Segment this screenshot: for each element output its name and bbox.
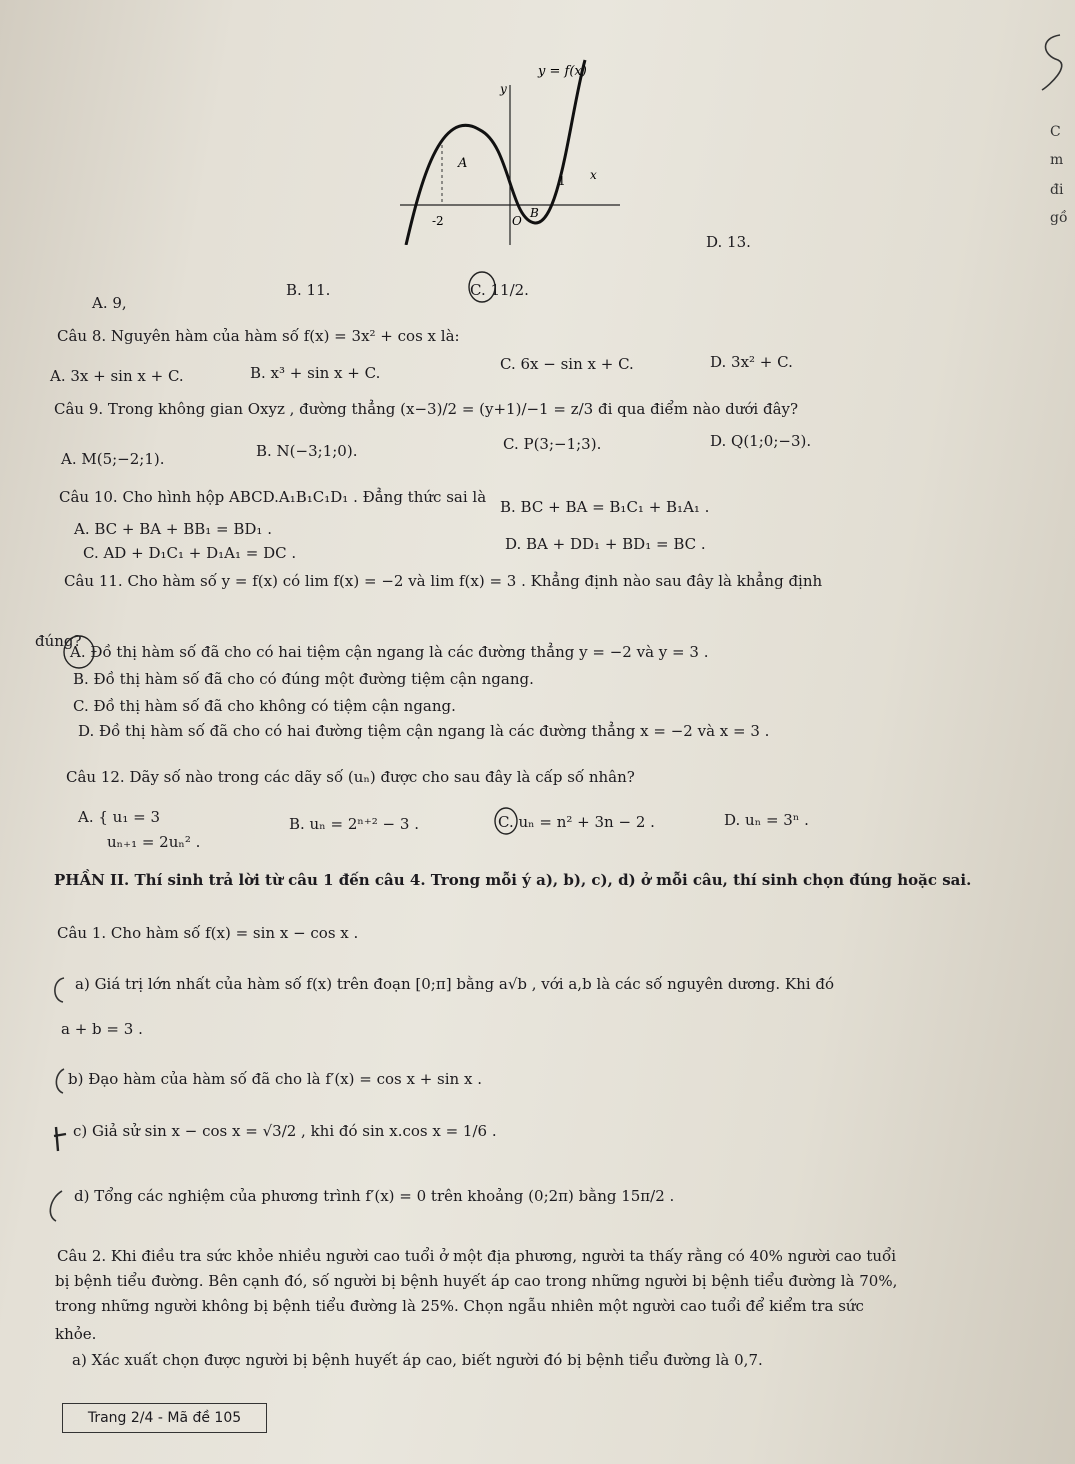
circle-mark-q12c xyxy=(493,806,519,836)
part2-q2-line3: trong những người không bị bệnh tiểu đường là 25%. Chọn ngẫu nhiên một người cao tuổi để kiểm tra sức xyxy=(55,1297,864,1315)
edge-text-3: đi xyxy=(1050,182,1064,198)
q11-stem-cont: đúng? xyxy=(35,632,82,650)
q8-option-a[interactable]: A. 3x + sin x + C. xyxy=(50,367,184,385)
margin-mark-2 xyxy=(48,1066,68,1096)
q11-option-a[interactable]: A. Đồ thị hàm số đã cho có hai tiệm cận ngang là các đường thẳng y = −2 và y = 3 . xyxy=(70,643,709,661)
edge-text-1: C xyxy=(1050,124,1061,140)
q8-option-c[interactable]: C. 6x − sin x + C. xyxy=(500,355,634,373)
part2-q2-line4: khỏe. xyxy=(55,1325,97,1343)
q8-stem: Câu 8. Nguyên hàm của hàm số f(x) = 3x² + cos x là: xyxy=(57,327,460,345)
part2-q2-line1: Câu 2. Khi điều tra sức khỏe nhiều người cao tuổi ở một địa phương, người ta thấy rằng có 40% người cao tuổi xyxy=(57,1247,897,1265)
q9-option-a[interactable]: A. M(5;−2;1). xyxy=(61,450,165,468)
q12-option-b[interactable]: B. uₙ = 2ⁿ⁺² − 3 . xyxy=(289,815,419,833)
part2-heading: PHẦN II. Thí sinh trả lời từ câu 1 đến câu 4. Trong mỗi ý a), b), c), d) ở mỗi câu, thí sinh chọn đúng hoặc sai. xyxy=(54,871,972,889)
q11-option-b[interactable]: B. Đồ thị hàm số đã cho có đúng một đường tiệm cận ngang. xyxy=(73,670,534,688)
function-graph xyxy=(400,45,640,245)
edge-text-4: gồ xyxy=(1050,210,1068,226)
curve-label: y = f(x) xyxy=(538,64,587,79)
q7-option-a[interactable]: A. 9, xyxy=(92,294,127,312)
part2-q1-b[interactable]: b) Đạo hàm của hàm số đã cho là f′(x) = cos x + sin x . xyxy=(68,1070,482,1088)
edge-text-2: m xyxy=(1050,152,1064,168)
page-footer: Trang 2/4 - Mã đề 105 xyxy=(62,1403,267,1433)
part2-q1-a-line1[interactable]: a) Giá trị lớn nhất của hàm số f(x) trên đoạn [0;π] bằng a√b , với a,b là các số nguyên dương. Khi đó xyxy=(75,975,834,993)
part2-q1-d[interactable]: d) Tổng các nghiệm của phương trình f′(x) = 0 trên khoảng (0;2π) bằng 15π/2 . xyxy=(74,1187,675,1205)
q12-option-d[interactable]: D. uₙ = 3ⁿ . xyxy=(724,811,809,829)
point-b-label: B xyxy=(530,206,539,220)
circle-mark-q7c xyxy=(467,270,497,304)
q11-option-d[interactable]: D. Đồ thị hàm số đã cho có hai đường tiệm cận ngang là các đường thẳng x = −2 và x = 3 . xyxy=(78,722,770,740)
q11-stem: Câu 11. Cho hàm số y = f(x) có lim f(x) = −2 và lim f(x) = 3 . Khẳng định nào sau đây là khẳng định xyxy=(64,572,823,590)
q7-option-d[interactable]: D. 13. xyxy=(706,233,751,251)
q9-option-b[interactable]: B. N(−3;1;0). xyxy=(256,442,358,460)
origin-label: O xyxy=(512,214,522,228)
point-a-label: A xyxy=(458,156,468,171)
part2-q1-c[interactable]: c) Giả sử sin x − cos x = √3/2 , khi đó sin x.cos x = 1/6 . xyxy=(73,1122,497,1140)
margin-mark-5 xyxy=(1030,30,1070,110)
margin-mark-4 xyxy=(42,1188,66,1224)
q10-option-d[interactable]: D. BA + DD₁ + BD₁ = BC . xyxy=(505,535,706,553)
q12-option-a-line2: uₙ₊₁ = 2uₙ² . xyxy=(107,833,201,851)
tick-neg2: -2 xyxy=(432,214,444,228)
q8-option-d[interactable]: D. 3x² + C. xyxy=(710,353,793,371)
q9-option-d[interactable]: D. Q(1;0;−3). xyxy=(710,432,812,450)
q9-stem: Câu 9. Trong không gian Oxyz , đường thẳng (x−3)/2 = (y+1)/−1 = z/3 đi qua điểm nào dưới đây? xyxy=(54,400,799,418)
q9-option-c[interactable]: C. P(3;−1;3). xyxy=(503,435,602,453)
q10-stem: Câu 10. Cho hình hộp ABCD.A₁B₁C₁D₁ . Đẳng thức sai là xyxy=(59,488,487,506)
q12-option-a-line1[interactable]: A. { u₁ = 3 xyxy=(78,808,161,826)
q10-option-a[interactable]: A. BC + BA + BB₁ = BD₁ . xyxy=(74,520,272,538)
q10-option-b[interactable]: B. BC + BA = B₁C₁ + B₁A₁ . xyxy=(500,498,710,516)
circle-mark-q11a xyxy=(62,634,96,670)
tick-1: 1 xyxy=(558,174,566,188)
y-axis-label: y xyxy=(500,82,507,96)
part2-q1-a-line2: a + b = 3 . xyxy=(61,1020,143,1038)
q12-stem: Câu 12. Dãy số nào trong các dãy số (uₙ) được cho sau đây là cấp số nhân? xyxy=(66,768,635,786)
margin-mark-1 xyxy=(48,975,68,1005)
part2-q2-line2: bị bệnh tiểu đường. Bên cạnh đó, số người bị bệnh huyết áp cao trong những người bị bệnh tiểu đường là 70%, xyxy=(55,1272,898,1290)
q10-option-c[interactable]: C. AD + D₁C₁ + D₁A₁ = DC . xyxy=(83,544,297,562)
part2-q1-stem: Câu 1. Cho hàm số f(x) = sin x − cos x . xyxy=(57,924,359,942)
q11-option-c[interactable]: C. Đồ thị hàm số đã cho không có tiệm cận ngang. xyxy=(73,697,456,715)
q7-option-b[interactable]: B. 11. xyxy=(286,281,331,299)
margin-mark-3 xyxy=(50,1124,70,1154)
q7-option-c[interactable]: C. 11/2. xyxy=(470,281,529,299)
x-axis-label: x xyxy=(590,168,597,182)
q8-option-b[interactable]: B. x³ + sin x + C. xyxy=(250,364,381,382)
part2-q2-a[interactable]: a) Xác xuất chọn được người bị bệnh huyết áp cao, biết người đó bị bệnh tiểu đường là 0,7. xyxy=(72,1351,763,1369)
q12-option-c[interactable]: C. uₙ = n² + 3n − 2 . xyxy=(498,813,655,831)
